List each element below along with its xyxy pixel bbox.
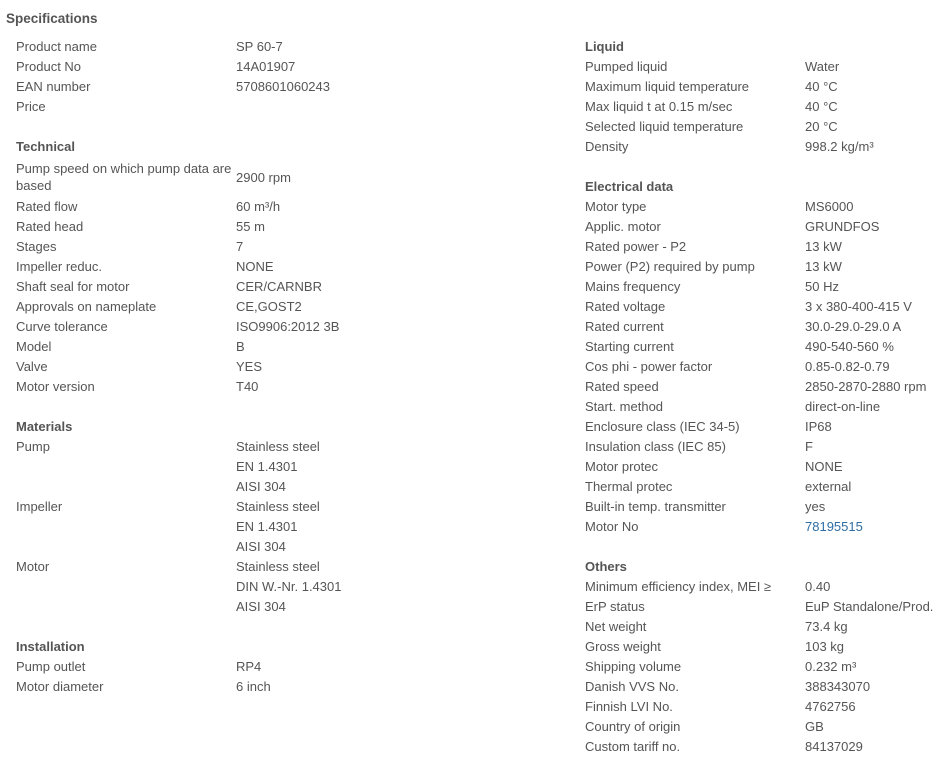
spec-label: Motor protec — [585, 459, 658, 474]
spec-label: Motor version — [16, 379, 95, 394]
spec-label: Approvals on nameplate — [16, 299, 157, 314]
spec-label: Valve — [16, 359, 48, 374]
spec-row-pump-material-3 — [16, 477, 336, 497]
spec-label: Rated voltage — [585, 299, 666, 314]
spec-value: CER/CARNBR — [236, 279, 322, 294]
spec-value: 2850-2870-2880 rpm — [805, 379, 927, 394]
spec-row-finnish-lvi — [585, 697, 937, 717]
spec-row-mei — [585, 577, 937, 597]
spec-value: ISO9906:2012 3B — [236, 319, 340, 334]
spec-row-rated-voltage — [585, 297, 937, 317]
spec-value: 30.0-29.0-29.0 A — [805, 319, 902, 334]
spec-row-shipping-volume — [585, 657, 937, 677]
section-title-liquid: Liquid — [585, 39, 624, 54]
spec-value: Stainless steel — [236, 499, 320, 514]
spec-label: Insulation class (IEC 85) — [585, 439, 726, 454]
spec-row-motor-type — [585, 197, 937, 217]
spec-row-pumped-liquid — [585, 57, 937, 77]
spec-value: EuP Standalone/Prod. — [805, 599, 934, 614]
spec-label: Product name — [16, 39, 97, 54]
spec-row-motor-no — [585, 517, 937, 537]
spec-row-starting-current — [585, 337, 937, 357]
spec-value: AISI 304 — [236, 479, 286, 494]
spec-label: Motor — [16, 559, 50, 574]
spec-row-motor-material-2 — [16, 577, 342, 597]
spec-row-model — [16, 337, 336, 357]
spec-row-pump-material — [16, 437, 336, 457]
section-others — [585, 557, 937, 757]
spec-value: SP 60-7 — [236, 39, 283, 54]
spec-value: external — [805, 479, 852, 494]
section-spacer — [16, 617, 336, 637]
section-liquid — [585, 37, 937, 157]
spec-value: IP68 — [805, 419, 832, 434]
spec-value: CE,GOST2 — [236, 299, 302, 314]
spec-row-pump-outlet — [16, 657, 336, 677]
spec-row-density — [585, 137, 937, 157]
section-spacer — [16, 397, 336, 417]
spec-label: Mains frequency — [585, 279, 681, 294]
section-title-technical: Technical — [16, 139, 76, 154]
spec-value: Stainless steel — [236, 559, 320, 574]
spec-value: 4762756 — [805, 699, 856, 714]
spec-value: Stainless steel — [236, 439, 320, 454]
spec-row-applic-motor — [585, 217, 937, 237]
spec-value: 55 m — [236, 219, 265, 234]
spec-label: Selected liquid temperature — [585, 119, 744, 134]
spec-value: 490-540-560 % — [805, 339, 894, 354]
section-title-electrical-data: Electrical data — [585, 179, 674, 194]
spec-value: 6 inch — [236, 679, 271, 694]
spec-value: 103 kg — [805, 639, 845, 654]
spec-label: Thermal protec — [585, 479, 673, 494]
spec-label: Cos phi - power factor — [585, 359, 713, 374]
spec-row-temp-transmitter — [585, 497, 937, 517]
spec-row-shaft-seal — [16, 277, 336, 297]
spec-row-rated-head — [16, 217, 336, 237]
spec-row-curve-tolerance — [16, 317, 340, 337]
spec-label: Model — [16, 339, 52, 354]
spec-row-impeller-material-3 — [16, 537, 336, 557]
spec-value: 40 °C — [805, 99, 838, 114]
spec-row-rated-speed — [585, 377, 937, 397]
section-technical — [16, 137, 340, 397]
spec-row-enclosure-class — [585, 417, 937, 437]
spec-label: Rated power - P2 — [585, 239, 687, 254]
spec-row-rated-flow — [16, 197, 336, 217]
spec-value: 7 — [236, 239, 244, 254]
spec-row-rated-current — [585, 317, 937, 337]
spec-row-pump-material-2 — [16, 457, 336, 477]
spec-value: 5708601060243 — [236, 79, 330, 94]
spec-row-pump-speed — [16, 157, 336, 197]
spec-label: Start. method — [585, 399, 664, 414]
spec-row-impeller-material-2 — [16, 517, 336, 537]
spec-value: NONE — [805, 459, 843, 474]
spec-label: ErP status — [585, 599, 645, 614]
spec-row-net-weight — [585, 617, 937, 637]
spec-value: yes — [805, 499, 826, 514]
spec-label: EAN number — [16, 79, 91, 94]
spec-value: 40 °C — [805, 79, 838, 94]
spec-row-thermal-protec — [585, 477, 937, 497]
right-column — [585, 37, 937, 757]
spec-value: YES — [236, 359, 263, 374]
spec-row-price — [16, 97, 336, 117]
motor-no-link[interactable]: 78195515 — [805, 519, 863, 534]
spec-label: Rated flow — [16, 199, 78, 214]
spec-label: Minimum efficiency index, MEI ≥ — [585, 579, 772, 594]
spec-label: Pumped liquid — [585, 59, 668, 74]
spec-row-rated-power — [585, 237, 937, 257]
spec-value: 2900 rpm — [236, 169, 291, 185]
spec-row-approvals — [16, 297, 336, 317]
spec-label: Applic. motor — [585, 219, 661, 234]
spec-row-custom-tariff — [585, 737, 937, 757]
spec-value: NONE — [236, 259, 274, 274]
spec-label: Pump outlet — [16, 659, 86, 674]
spec-row-gross-weight — [585, 637, 937, 657]
spec-row-max-liquid-t-speed — [585, 97, 937, 117]
spec-label: Max liquid t at 0.15 m/sec — [585, 99, 733, 114]
spec-value: EN 1.4301 — [236, 459, 298, 474]
spec-label: Curve tolerance — [16, 319, 108, 334]
section-title-materials: Materials — [16, 419, 73, 434]
spec-label: Country of origin — [585, 719, 681, 734]
spec-value: 3 x 380-400-415 V — [805, 299, 912, 314]
spec-value: 14A01907 — [236, 59, 296, 74]
spec-label: Custom tariff no. — [585, 739, 681, 754]
spec-value: 13 kW — [805, 239, 842, 254]
spec-value: 0.85-0.82-0.79 — [805, 359, 890, 374]
spec-label: Motor type — [585, 199, 647, 214]
spec-value: 13 kW — [805, 259, 842, 274]
spec-row-motor-material — [16, 557, 336, 577]
spec-label: Product No — [16, 59, 82, 74]
section-spacer — [585, 157, 937, 177]
spec-label: Gross weight — [585, 639, 661, 654]
spec-label: Motor No — [585, 519, 639, 534]
spec-value: 50 Hz — [805, 279, 839, 294]
spec-row-power-required — [585, 257, 937, 277]
spec-label: Enclosure class (IEC 34-5) — [585, 419, 740, 434]
spec-row-start-method — [585, 397, 937, 417]
spec-label: Density — [585, 139, 629, 154]
spec-label: Rated current — [585, 319, 664, 334]
spec-row-motor-diameter — [16, 677, 336, 697]
spec-value: 84137029 — [805, 739, 863, 754]
spec-value: 20 °C — [805, 119, 838, 134]
spec-label: Stages — [16, 239, 57, 254]
spec-row-product-name — [16, 37, 336, 57]
spec-row-country-of-origin — [585, 717, 937, 737]
spec-value: 73.4 kg — [805, 619, 848, 634]
spec-row-max-liquid-temp — [585, 77, 937, 97]
section-electrical-data — [585, 177, 937, 537]
spec-value: AISI 304 — [236, 599, 286, 614]
spec-value: 60 m³/h — [236, 199, 281, 214]
spec-row-insulation-class — [585, 437, 937, 457]
spec-label: Shaft seal for motor — [16, 279, 130, 294]
spec-label: Maximum liquid temperature — [585, 79, 750, 94]
spec-value: Water — [805, 59, 840, 74]
spec-value: F — [805, 439, 813, 454]
section-title-installation: Installation — [16, 639, 85, 654]
spec-label: Pump — [16, 439, 50, 454]
spec-label: Danish VVS No. — [585, 679, 679, 694]
spec-value: 388343070 — [805, 679, 871, 694]
spec-row-product-no — [16, 57, 336, 77]
spec-label: Shipping volume — [585, 659, 682, 674]
spec-label: Rated head — [16, 219, 84, 234]
section-spacer — [585, 537, 937, 557]
spec-row-erp-status — [585, 597, 937, 617]
spec-value: MS6000 — [805, 199, 854, 214]
spec-row-motor-protec — [585, 457, 937, 477]
spec-row-cos-phi — [585, 357, 937, 377]
spec-value: direct-on-line — [805, 399, 881, 414]
spec-label: Starting current — [585, 339, 674, 354]
spec-label: Power (P2) required by pump — [585, 259, 755, 274]
spec-value: EN 1.4301 — [236, 519, 298, 534]
spec-value: GB — [805, 719, 824, 734]
spec-value: 0.40 — [805, 579, 831, 594]
spec-label: Motor diameter — [16, 679, 104, 694]
spec-row-ean-number — [16, 77, 336, 97]
spec-label: Impeller — [16, 499, 63, 514]
spec-label: Finnish LVI No. — [585, 699, 673, 714]
spec-value: AISI 304 — [236, 539, 286, 554]
spec-row-motor-material-3 — [16, 597, 336, 617]
spec-label: Pump speed on which pump data are based — [16, 161, 232, 193]
spec-label: Price — [16, 99, 46, 114]
spec-label: Rated speed — [585, 379, 659, 394]
section-installation — [16, 637, 336, 697]
spec-value: 0.232 m³ — [805, 659, 857, 674]
spec-value: DIN W.-Nr. 1.4301 — [236, 579, 342, 594]
spec-value: 998.2 kg/m³ — [805, 139, 874, 154]
spec-label: Built-in temp. transmitter — [585, 499, 726, 514]
spec-value: GRUNDFOS — [805, 219, 880, 234]
spec-row-mains-frequency — [585, 277, 937, 297]
spec-value: B — [236, 339, 245, 354]
spec-row-stages — [16, 237, 336, 257]
spec-row-impeller-reduc — [16, 257, 336, 277]
spec-label: Impeller reduc. — [16, 259, 102, 274]
section-spacer — [16, 117, 336, 137]
spec-row-impeller-material — [16, 497, 336, 517]
spec-row-danish-vvs — [585, 677, 937, 697]
left-column — [16, 37, 342, 697]
page-title: Specifications — [6, 11, 98, 26]
section-title-others: Others — [585, 559, 627, 574]
section-materials — [16, 417, 342, 617]
spec-row-valve — [16, 357, 336, 377]
spec-row-selected-liquid-temp — [585, 117, 937, 137]
spec-row-motor-version — [16, 377, 336, 397]
spec-value: T40 — [236, 379, 259, 394]
spec-label: Net weight — [585, 619, 647, 634]
section-general — [16, 37, 336, 117]
spec-value: RP4 — [236, 659, 262, 674]
